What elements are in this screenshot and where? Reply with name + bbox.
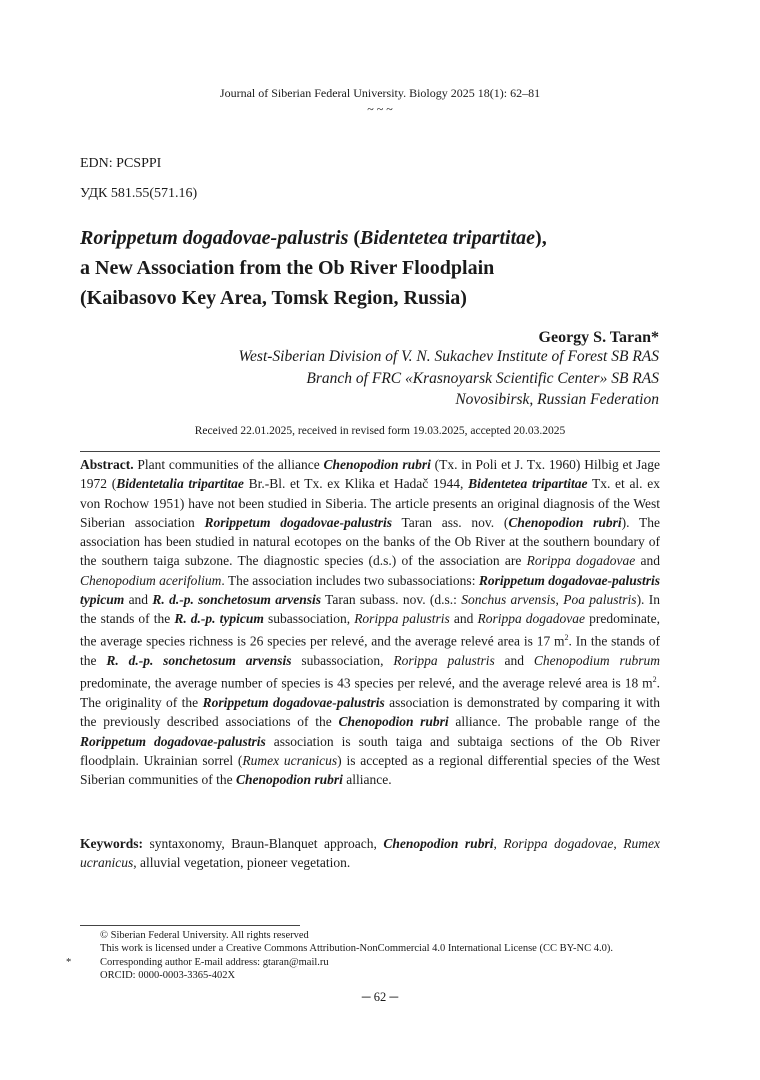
abstract-text: and (449, 611, 478, 626)
abstract-text: . The association includes two subassociations: (221, 572, 479, 588)
abstract-label: Abstract. (80, 457, 134, 472)
abstract-species: Rorippa dogadovae (477, 611, 586, 626)
article-title (80, 223, 680, 313)
abstract-taxon: Chenopodion rubri (235, 772, 343, 787)
abstract-taxon: Chenopodion rubri (323, 457, 431, 472)
abstract-text: ). In the stands of the (80, 591, 660, 626)
udk-code: УДК 581.55(571.16) (80, 186, 198, 201)
affiliation-line: Branch of FRC «Krasnoyarsk Scientific Center» SB RAS (306, 369, 659, 387)
title-line-1 (80, 223, 680, 253)
abstract-text: Taran ass. nov. ( (391, 514, 509, 530)
footnote-mark: * (66, 956, 72, 968)
author-name: Georgy S. Taran* (538, 329, 659, 346)
abstract-taxon: Rorippetum dogadovae-palustris (204, 514, 392, 530)
abstract-taxon: R. d.-p. typicum (174, 611, 264, 626)
footnote-license: This work is licensed under a Creative Commons Attribution-NonCommercial 4.0 International License (CC BY-NC 4.0). (100, 943, 613, 955)
title-synonym: Bidentetea tripartitae (360, 227, 536, 249)
abstract-text: subassociation, (263, 611, 355, 626)
abstract-taxon: R. d.-p. sonchetosum arvensis (152, 591, 321, 607)
abstract-taxon: R. d.-p. sonchetosum arvensis (106, 653, 292, 668)
edn-code: EDN: PCSPPI (80, 156, 162, 171)
abstract-text: (Tx. in Poli et J. Tx. 1960) Hilbig et Jage 1972 ( (80, 457, 661, 492)
header-separator: ~ ~ ~ (367, 102, 393, 116)
abstract-taxon: Bidentetalia tripartitae (116, 476, 244, 492)
keywords-label: Keywords: (80, 836, 143, 851)
abstract-taxon: Rorippetum dogadovae-palustris (202, 695, 385, 710)
superscript: 2 (652, 675, 657, 685)
title-paren-close: ), (535, 227, 547, 249)
keywords-text: , (613, 836, 624, 851)
footnote-email (66, 956, 613, 969)
abstract-text: association is south taiga and subtaiga sections of the Ob River floodplain. Ukrainian sorrel ( (80, 733, 661, 768)
abstract-text: predominate, the average number of species is 43 species per relevé, and the average relevé area is 18 m (80, 675, 653, 691)
footnote-orcid: ORCID: 0000-0003-3365-402X (100, 970, 236, 982)
keyword-taxon: Chenopodion rubri (383, 836, 494, 851)
abstract-text: and (494, 653, 534, 668)
abstract-divider (80, 451, 660, 452)
keyword-species: Rorippa dogadovae (503, 836, 614, 851)
abstract-species: Chenopodium acerifolium (80, 572, 222, 588)
abstract-text: Br.-Bl. et Tx. ex Klika et Hadač 1944, (243, 476, 469, 492)
abstract-species: Rumex ucranicus (242, 752, 338, 768)
abstract-text: subassociation, (291, 653, 394, 668)
abstract-text: association is demonstrated by comparing it with the previously described associations of the (80, 695, 661, 730)
title-line-3: (Kaibasovo Key Area, Tomsk Region, Russia) (80, 287, 467, 309)
author-affiliation (239, 346, 659, 411)
superscript: 2 (564, 633, 569, 643)
abstract-text: Taran subass. nov. (d.s.: (320, 591, 462, 607)
abstract-text: predominate, the average species richness is 26 species per relevé, and the average relevé area is 17 m (80, 611, 660, 649)
abstract-species: Rorippa palustris (393, 653, 495, 668)
abstract-text: alliance. (342, 772, 392, 787)
title-line-2: a New Association from the Ob River Floodplain (80, 257, 495, 279)
abstract-text: and (635, 553, 660, 569)
keywords-text: syntaxonomy, Braun-Blanquet approach, (143, 836, 384, 851)
keyword-species: Rumex ucranicus (80, 836, 661, 871)
title-syntaxon: Rorippetum dogadovae-palustris (80, 227, 349, 249)
received-dates: Received 22.01.2025, received in revised form 19.03.2025, accepted 20.03.2025 (194, 425, 566, 437)
abstract-text: ). The association has been studied in natural ecotopes on the banks of the Ob River at the southern boundary of the southern taiga subzone. The diagnostic species (d.s.) of the association are (80, 514, 660, 569)
footnotes (66, 929, 613, 983)
footnote-copyright: © Siberian Federal University. All rights reserved (100, 930, 309, 941)
abstract-text: . The originality of the (80, 675, 660, 710)
abstract-text: , (555, 591, 564, 607)
abstract-taxon: Chenopodion rubri (338, 714, 449, 730)
abstract-text: . In the stands of the (80, 633, 661, 668)
page-number: ─ 62 ─ (361, 990, 399, 1004)
footnote-email-text: Corresponding author E-mail address: gtaran@mail.ru (100, 956, 329, 968)
journal-header: Journal of Siberian Federal University. Biology 2025 18(1): 62–81 (219, 86, 541, 100)
footnote-divider (80, 925, 300, 926)
abstract-species: Sonchus arvensis (461, 591, 556, 607)
abstract-taxon: Rorippetum dogadovae-palustris typicum (80, 572, 660, 607)
abstract-text: ) is accepted as a regional differential species of the West Siberian communities of the (80, 752, 660, 787)
abstract-text: alliance. The probable range of the (448, 714, 660, 730)
abstract-taxon: Rorippetum dogadovae-palustris (80, 733, 266, 749)
keywords-text: , alluvial vegetation, pioneer vegetation. (133, 855, 351, 871)
abstract (80, 455, 660, 789)
affiliation-line: West-Siberian Division of V. N. Sukachev Institute of Forest SB RAS (238, 348, 659, 365)
abstract-species: Rorippa dogadovae (526, 553, 636, 569)
keywords (80, 834, 660, 873)
abstract-text: Plant communities of the alliance (133, 457, 324, 472)
abstract-taxon: Chenopodion rubri (508, 514, 622, 530)
abstract-text: and (124, 591, 153, 607)
keywords-text: , (493, 836, 504, 851)
abstract-text: Tx. et al. ex von Rochow 1951) have not been studied in Siberia. The article presents an original diagnosis of the West Siberian association (80, 476, 660, 530)
abstract-species: Poa palustris (563, 591, 637, 607)
affiliation-line: Novosibirsk, Russian Federation (455, 391, 659, 408)
abstract-species: Chenopodium rubrum (533, 653, 660, 668)
abstract-species: Rorippa palustris (354, 611, 450, 626)
title-paren-open: ( (348, 227, 361, 249)
abstract-taxon: Bidentetea tripartitae (468, 476, 588, 492)
